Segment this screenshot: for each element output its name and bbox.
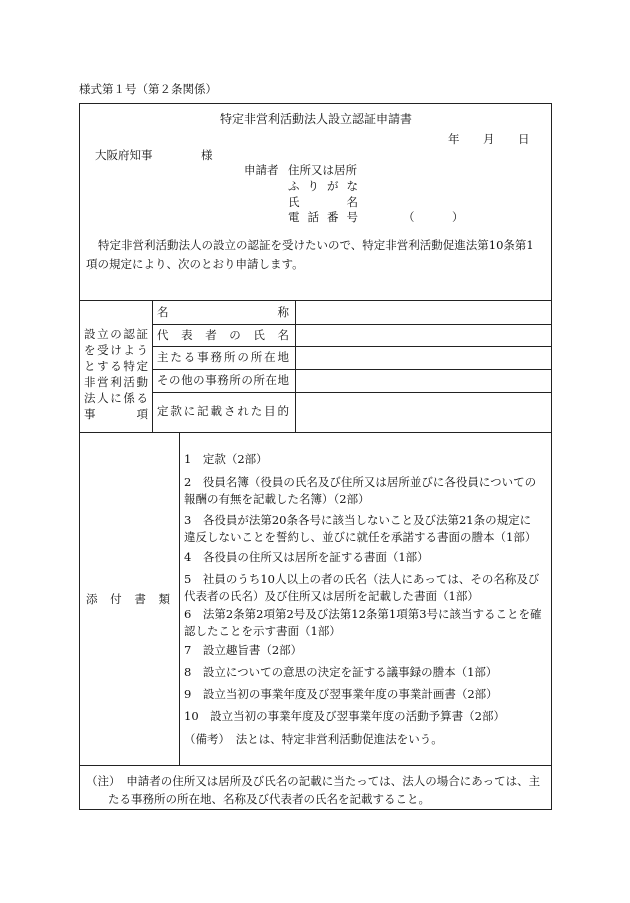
- matters-row-label-name: 名称: [157, 305, 289, 319]
- applicant-furigana-label: ふりがな: [288, 179, 358, 193]
- applicant-name-label: 氏名: [288, 195, 358, 209]
- matters-row-label-other-office: その他の事務所の所在地: [157, 373, 289, 387]
- form-note: （注） 申請者の住所又は居所及び氏名の記載に当たっては、法人の場合にあっては、主たる事務所の所在地、名称及び代表者の氏名を記載すること。: [86, 774, 541, 806]
- attachments-column-divider: [179, 432, 180, 765]
- attachments-remark: （備考） 法とは、特定非営利活動促進法をいう。: [184, 732, 443, 746]
- divider-note: [79, 765, 552, 766]
- attachment-item-2: 2 役員名簿（役員の氏名及び住所又は居所並びに各役員についての報酬の有無を記載した名簿）（2部）: [184, 475, 537, 506]
- attachment-item-4: 4 各役員の住所又は居所を証する書面（1部）: [184, 550, 429, 564]
- divider-attachments: [79, 432, 552, 433]
- application-statement: 特定非営利活動法人の設立の認証を受けたいので、特定非営利活動促進法第10条第1項の規定により、次のとおり申請します。: [86, 238, 534, 271]
- divider-header: [79, 300, 552, 301]
- form-number: 様式第１号（第２条関係）: [79, 82, 217, 96]
- date-month: 月: [483, 132, 495, 146]
- matters-row-divider: [152, 392, 552, 393]
- matters-row-label-representative: 代表者の氏名: [157, 328, 289, 342]
- attachment-item-7: 7 設立趣旨書（2部）: [184, 643, 303, 657]
- date-year: 年: [448, 132, 460, 146]
- attachment-item-10: 10 設立当初の事業年度及び翌事業年度の活動予算書（2部）: [184, 709, 505, 723]
- attachment-item-6: 6 法第2条第2項第2号及び法第12条第1項第3号に該当することを確認したことを示す書面（1部）: [184, 607, 542, 638]
- attachments-label: 添付書類: [86, 592, 170, 606]
- attachment-item-5: 5 社員のうち10人以上の者の氏名（法人にあっては、その名称及び代表者の氏名）及び住所又は居所を記載した書面（1部）: [184, 572, 540, 603]
- matters-row-divider: [152, 369, 552, 370]
- matters-row-label-main-office: 主たる事務所の所在地: [157, 350, 289, 364]
- matters-row-label-purpose: 定款に記載された目的: [157, 404, 289, 418]
- phone-paren-open: （: [403, 210, 415, 224]
- applicant-phone-label: 電話番号: [288, 210, 358, 224]
- date-day: 日: [518, 132, 530, 146]
- matters-category-label: 設立の認証を受けようとする特定非営利活動法人に係る事項: [84, 327, 148, 421]
- matters-row-divider: [152, 346, 552, 347]
- applicant-label: 申請者: [244, 163, 279, 177]
- phone-paren-close: ）: [452, 210, 464, 224]
- attachment-item-1: 1 定款（2部）: [184, 452, 268, 466]
- attachment-item-3: 3 各役員が法第20条各号に該当しないこと及び法第21条の規定に違反しないことを誓約し、並びに就任を承諾する書面の謄本（1部）: [184, 513, 537, 544]
- attachment-item-9: 9 設立当初の事業年度及び翌事業年度の事業計画書（2部）: [184, 687, 498, 701]
- matters-column-divider-2: [295, 300, 296, 432]
- attachment-item-8: 8 設立についての意思の決定を証する議事録の謄本（1部）: [184, 665, 498, 679]
- applicant-address-label: 住所又は居所: [288, 163, 357, 177]
- addressee-honorific: 様: [201, 148, 213, 162]
- matters-row-divider: [152, 324, 552, 325]
- addressee-name: 大阪府知事: [95, 148, 153, 162]
- form-title: 特定非営利活動法人設立認証申請書: [220, 112, 413, 126]
- matters-column-divider-1: [152, 300, 153, 432]
